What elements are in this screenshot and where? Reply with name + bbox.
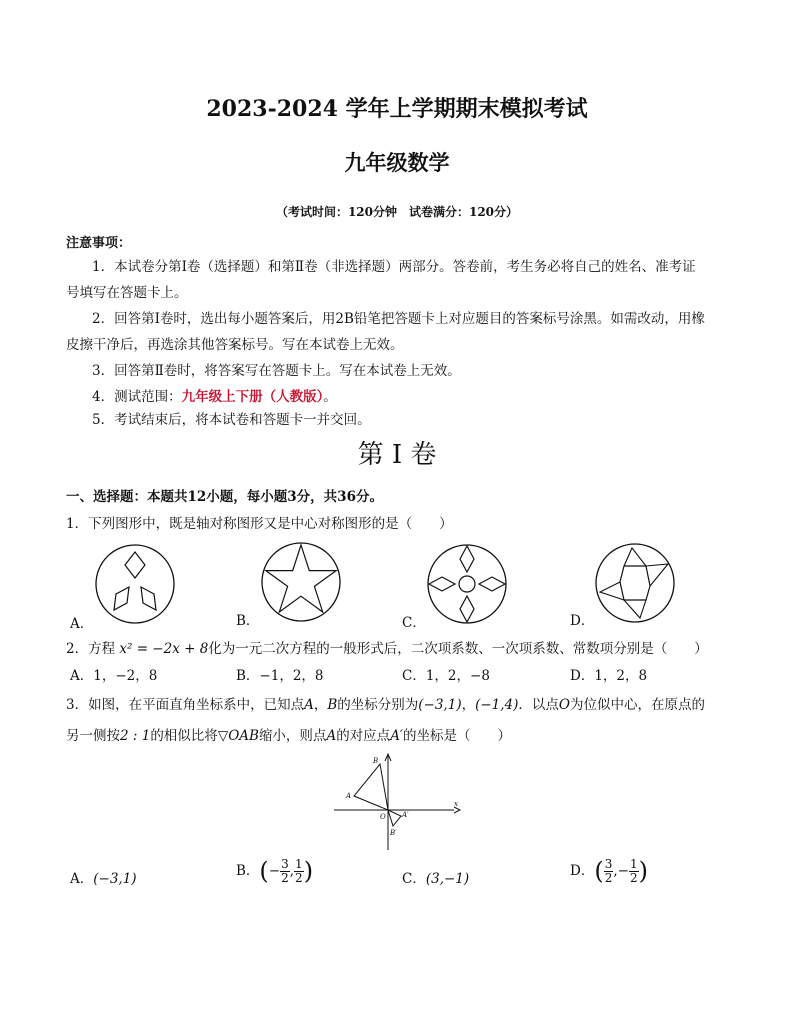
q3-coord-b: (−1,4)	[475, 697, 519, 713]
q3-option-b-sep: ,	[289, 863, 295, 879]
fraction-numerator: 1	[629, 857, 638, 871]
q3-text: ，	[313, 697, 328, 713]
q3-fig-label-a1: A′	[402, 811, 409, 819]
q3-fig-label-o: O	[380, 813, 386, 821]
exam-info: （考试时间：120分钟 试卷满分：120分）	[275, 205, 519, 219]
q2-option-b: B．−1，2，8	[236, 668, 324, 684]
q3-coord-a: (−3,1)	[418, 697, 462, 713]
fraction-denominator: 2	[295, 871, 303, 885]
q2-stem-prefix: 2．方程	[66, 641, 120, 657]
q1-option-b: B．	[236, 613, 260, 629]
note-1b: 号填写在答题卡上。	[66, 285, 188, 301]
exam-subtitle: 九年级数学	[344, 150, 450, 175]
fraction-denominator: 2	[604, 871, 613, 885]
note-3: 3．回答第Ⅱ卷时，将答案写在答题卡上。写在本试卷上无效。	[92, 363, 461, 379]
q3-option-d-frac-1	[604, 858, 614, 885]
note-4-prefix: 4．测试范围：	[92, 389, 182, 405]
q3-option-c	[402, 866, 469, 893]
q1-option-c: C．	[402, 615, 426, 631]
q2-option-a: A．1，−2，8	[70, 668, 158, 684]
q3-text: 另一侧按	[66, 728, 120, 744]
q3-option-d	[570, 858, 648, 885]
note-2a: 2．回答第Ⅰ卷时，选出每小题答案后，用2B铅笔把答题卡上对应题目的答案标号涂黑。如需改动，用橡	[92, 311, 705, 327]
exam-title: 2023-2024 学年上学期期末模拟考试	[206, 96, 588, 122]
q3-text: ，	[461, 697, 476, 713]
q1-option-a: A．	[70, 616, 94, 632]
fraction-numerator: 3	[281, 857, 289, 871]
q3-fig-label-b: B	[373, 757, 379, 765]
q3-option-a	[70, 866, 137, 893]
q3-text: ．以点	[518, 697, 559, 713]
q3-option-a-letter: A．	[70, 871, 94, 887]
q3-option-b	[236, 858, 313, 885]
q3-paren: )	[303, 857, 314, 885]
q2-stem	[66, 636, 708, 663]
fraction-numerator: 3	[604, 857, 613, 871]
q3-paren: )	[638, 857, 648, 885]
part-heading: 一、选择题：本题共12小题，每小题3分，共36分。	[66, 489, 383, 505]
q3-fig-label-b1: B′	[390, 829, 397, 837]
note-1a: 1．本试卷分第Ⅰ卷（选择题）和第Ⅱ卷（非选择题）两部分。答卷前，考生务必将自己的姓名、准考证	[92, 259, 696, 275]
q3-ratio: 2 : 1	[120, 728, 151, 744]
q3-option-d-sep: ,−	[613, 863, 629, 879]
fraction-denominator: 2	[281, 871, 289, 885]
fraction-numerator: 1	[295, 857, 303, 871]
q3-fig-label-x: x	[454, 800, 458, 808]
notes-heading: 注意事项：	[66, 236, 132, 251]
q3-paren: (	[594, 857, 604, 885]
q1-stem: 1．下列图形中，既是轴对称图形又是中心对称图形的是（ ）	[66, 516, 453, 532]
note-2b: 皮擦干净后，再选涂其他答案标号。写在本试卷上无效。	[66, 337, 404, 353]
q3-text: 的坐标分别为	[337, 697, 419, 713]
q3-option-c-value: (3,−1)	[425, 871, 470, 887]
q3-option-d-letter: D．	[570, 863, 595, 879]
fraction-denominator: 2	[629, 871, 638, 885]
q3-text: 3．如图，在平面直角坐标系中，已知点	[66, 697, 305, 713]
q3-option-c-letter: C．	[402, 871, 426, 887]
q2-stem-suffix: 化为一元二次方程的一般形式后，二次项系数、一次项系数、常数项分别是（ ）	[208, 641, 708, 657]
q2-equation: x² = −2x + 8	[119, 641, 209, 657]
q3-text: 的坐标是（ ）	[403, 728, 512, 744]
q1-option-d: D．	[570, 613, 595, 629]
q3-point-b: B	[327, 697, 338, 713]
q3-point-a1: A′	[390, 728, 404, 744]
q3-paren: (	[259, 857, 269, 885]
q3-point-a: A	[326, 728, 337, 744]
q2-option-c: C．1，2，−8	[402, 668, 490, 684]
q1-figure-a	[94, 543, 176, 625]
q1-figure-d	[594, 542, 676, 624]
q3-line-2	[66, 723, 511, 750]
q3-text: 的对应点	[336, 728, 391, 744]
q3-point-a: A	[304, 697, 314, 713]
q1-figure-b	[260, 541, 342, 623]
note-4-suffix: 。	[323, 389, 337, 405]
q3-line-1	[66, 692, 705, 719]
note-5: 5．考试结束后，将本试卷和答题卡一并交回。	[92, 412, 371, 428]
q3-triangle: ▽OAB	[217, 728, 259, 744]
q3-text: 的相似比将	[150, 728, 218, 744]
note-4-scope: 九年级上下册（人教版）	[181, 389, 324, 405]
q3-option-d-frac-2	[629, 858, 639, 885]
q3-option-a-value: (−3,1)	[93, 871, 137, 887]
q3-fig-label-a: A	[346, 792, 352, 800]
q2-option-d: D．1，2，8	[570, 668, 648, 684]
q3-point-o: O	[558, 697, 570, 713]
q3-coordinate-figure	[330, 752, 462, 852]
q3-text: 为位似中心，在原点的	[570, 697, 705, 713]
q3-text: 缩小，则点	[258, 728, 327, 744]
section-title: 第 I 卷	[357, 440, 437, 470]
q3-option-b-frac-2	[294, 858, 304, 885]
q3-option-b-frac-1	[280, 858, 290, 885]
q3-option-b-sign: −	[268, 863, 281, 879]
q1-figure-c	[426, 543, 508, 625]
q3-option-b-letter: B．	[236, 863, 260, 879]
